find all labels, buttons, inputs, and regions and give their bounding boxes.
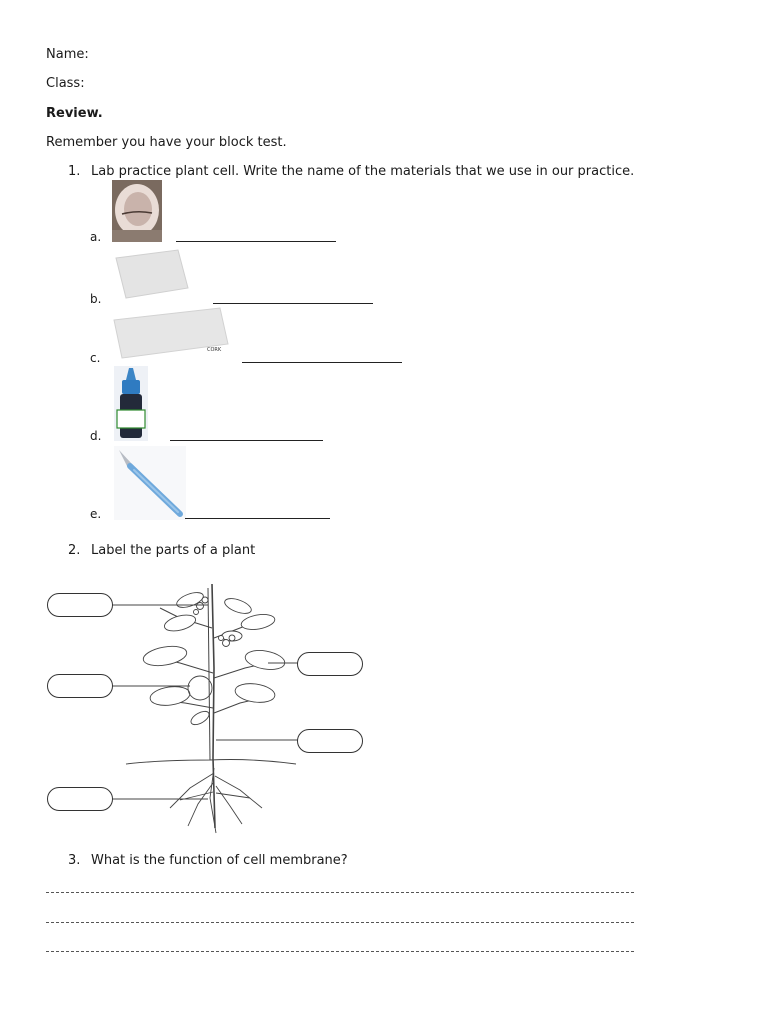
reminder-text: Remember you have your block test. (46, 135, 287, 150)
answer-line-2[interactable] (46, 922, 634, 923)
item-a-answer-line[interactable] (176, 241, 336, 242)
review-heading: Review. (46, 106, 103, 121)
item-c-letter: c. (90, 351, 101, 365)
label-box-root[interactable] (47, 787, 113, 811)
item-b-answer-line[interactable] (213, 303, 373, 304)
answer-line-3[interactable] (46, 951, 634, 952)
q2-text: Label the parts of a plant (91, 543, 256, 558)
q1-text: Lab practice plant cell. Write the name of the materials that we use in our practice. (91, 164, 635, 179)
slide-caption: CORK (207, 347, 222, 353)
stem (212, 584, 215, 828)
item-d-answer-line[interactable] (170, 440, 323, 441)
microscope-slide-image (112, 306, 232, 362)
item-d-letter: d. (90, 429, 102, 443)
roots (170, 768, 262, 833)
class-label: Class: (46, 76, 85, 91)
cover-slip-image (112, 248, 190, 302)
item-e-answer-line[interactable] (185, 518, 330, 519)
answer-line-1[interactable] (46, 892, 634, 893)
label-box-fruit[interactable] (297, 652, 363, 676)
onion-image (112, 180, 162, 242)
stain-dropper-bottle-image (114, 366, 148, 441)
item-a-letter: a. (90, 230, 102, 244)
item-c-answer-line[interactable] (242, 362, 402, 363)
item-b-letter: b. (90, 292, 102, 306)
q3-number: 3. (68, 853, 81, 868)
scalpel-image (114, 446, 186, 520)
q1-number: 1. (68, 164, 81, 179)
q3-text: What is the function of cell membrane? (91, 853, 348, 868)
item-e-letter: e. (90, 507, 102, 521)
name-label: Name: (46, 47, 89, 62)
q2-number: 2. (68, 543, 81, 558)
label-box-leaf[interactable] (47, 674, 113, 698)
label-box-stem[interactable] (297, 729, 363, 753)
label-box-flower[interactable] (47, 593, 113, 617)
